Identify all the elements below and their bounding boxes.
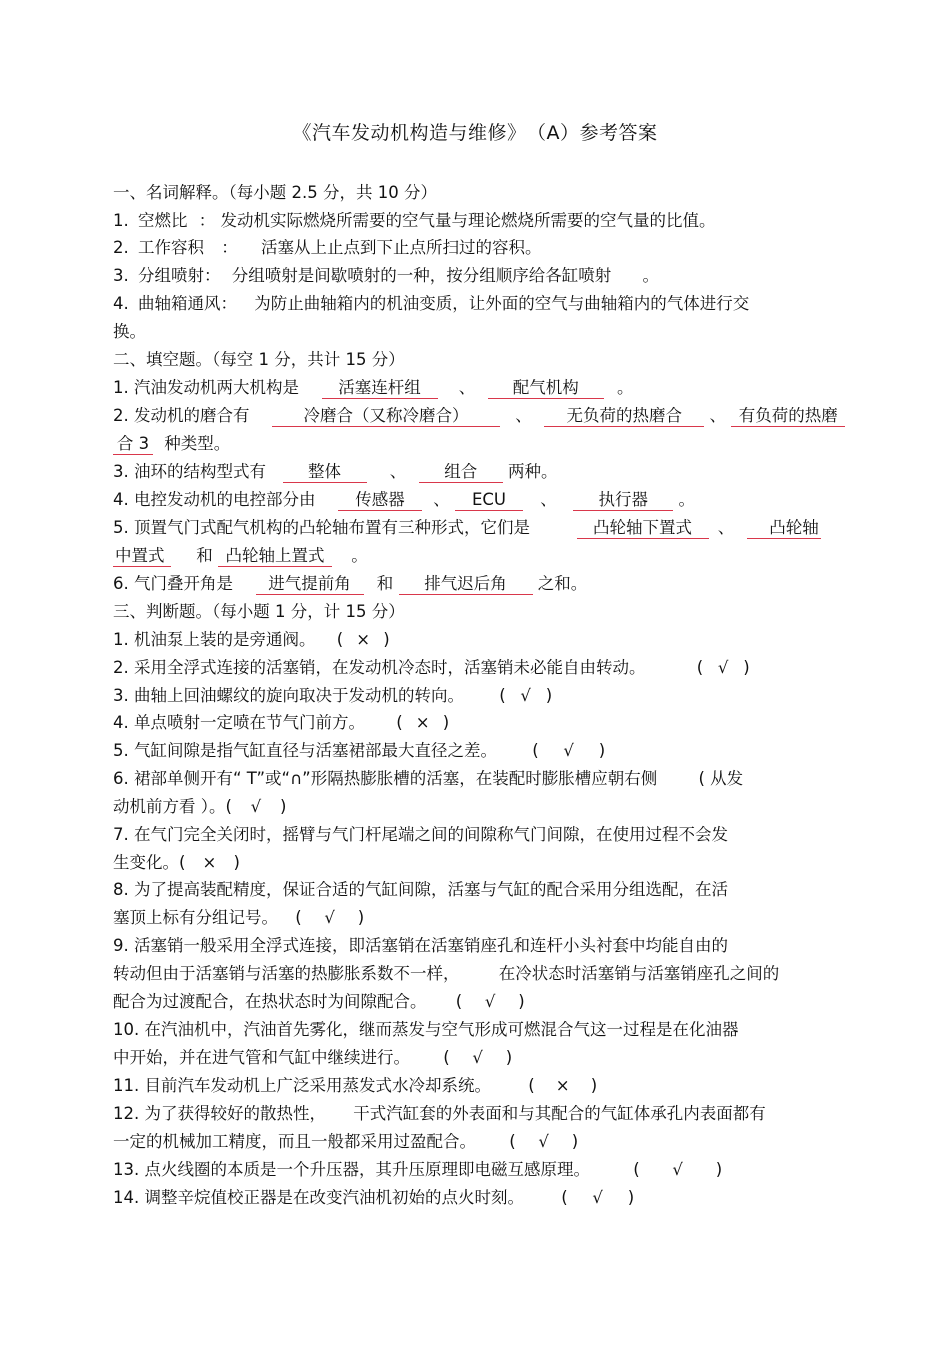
- judge-item-3: 3. 曲轴上回油螺纹的旋向取决于发动机的转向。 ( √ ): [113, 686, 553, 705]
- fill-question-3: 3. 油环的结构型式有 整体 、 组合 两种。: [113, 462, 558, 481]
- answer-mark: √: [538, 1132, 549, 1151]
- answer-mark: √: [592, 1188, 603, 1207]
- fill-question-2: 2. 发动机的磨合有 冷磨合（又称冷磨合） 、 无负荷的热磨合 、 有负荷的热磨: [113, 406, 843, 427]
- answer-blank: ECU: [455, 490, 523, 511]
- answer-blank: 执行器: [573, 490, 673, 511]
- answer-blank: 无负荷的热磨合: [544, 406, 704, 427]
- judge-item-7-cont: 生变化。( × ): [113, 853, 240, 872]
- judge-item-1: 1. 机油泵上装的是旁通阀。 ( × ): [113, 630, 390, 649]
- answer-blank: 组合: [419, 462, 503, 483]
- judge-item-12: 12. 为了获得较好的散热性， 干式汽缸套的外表面和与其配合的气缸体承孔内表面都有: [113, 1104, 766, 1123]
- fill-question-2-cont: 合 3 种类型。: [113, 434, 843, 455]
- judge-item-8-cont: 塞顶上标有分组记号。 ( √ ): [113, 908, 365, 927]
- fill-question-6: 6. 气门叠开角是 进气提前角 和 排气迟后角 之和。: [113, 574, 588, 593]
- judge-item-6: 6. 裙部单侧开有“ T”或“∩”形隔热膨胀槽的活塞，在装配时膨胀槽应朝右侧 ( 从发: [113, 769, 744, 788]
- judge-item-10-cont: 中开始，并在进气管和气缸中继续进行。 ( √ ): [113, 1048, 513, 1067]
- term-4: 4. 曲轴箱通风： 为防止曲轴箱内的机油变质，让外面的空气与曲轴箱内的气体进行交: [113, 294, 750, 313]
- term-1: 1. 空燃比 ： 发动机实际燃烧所需要的空气量与理论燃烧所需要的空气量的比值。: [113, 211, 716, 230]
- judge-item-12-cont: 一定的机械加工精度，而且一般都采用过盈配合。 ( √ ): [113, 1132, 579, 1151]
- judge-item-6-cont: 动机前方看 ）。( √ ): [113, 797, 287, 816]
- answer-blank: 凸轮轴下置式: [577, 518, 709, 539]
- answer-mark: √: [472, 1048, 483, 1067]
- judge-item-11: 11. 目前汽车发动机上广泛采用蒸发式水冷却系统。 ( × ): [113, 1076, 598, 1095]
- answer-mark: ×: [555, 1076, 570, 1095]
- answer-mark: ×: [202, 853, 217, 872]
- term-2: 2. 工作容积 ： 活塞从上止点到下止点所扫过的容积。: [113, 238, 542, 257]
- judge-item-9: 9. 活塞销一般采用全浮式连接，即活塞销在活塞销座孔和连杆小头衬套中均能自由的: [113, 936, 728, 955]
- answer-mark: √: [717, 658, 729, 677]
- answer-mark: ×: [356, 630, 371, 649]
- answer-blank: 排气迟后角: [399, 574, 533, 595]
- judge-item-13: 13. 点火线圈的本质是一个升压器，其升压原理即电磁互感原理。 ( √ ): [113, 1160, 723, 1179]
- section-heading-2: 二、填空题。（每空 1 分，共计 15 分）: [113, 350, 405, 369]
- answer-mark: √: [324, 908, 335, 927]
- term-4-cont: 换。: [113, 322, 146, 341]
- answer-mark: √: [520, 686, 531, 705]
- answer-mark: √: [484, 992, 496, 1011]
- answer-mark: √: [563, 741, 574, 760]
- judge-item-10: 10. 在汽油机中，汽油首先雾化，继而蒸发与空气形成可燃混合气这一过程是在化油器: [113, 1020, 739, 1039]
- answer-blank: 中置式: [113, 546, 171, 567]
- section-heading-1: 一、名词解释。（每小题 2.5 分，共 10 分）: [113, 183, 437, 202]
- answer-mark: √: [250, 797, 262, 816]
- term-3: 3. 分组喷射： 分组喷射是间歇喷射的一种，按分组顺序给各缸喷射 。: [113, 266, 659, 285]
- judge-item-2: 2. 采用全浮式连接的活塞销，在发动机冷态时，活塞销未必能自由转动。 ( √ ): [113, 658, 750, 677]
- fill-question-1: 1. 汽油发动机两大机构是 活塞连杆组 、 配气机构 。: [113, 378, 634, 397]
- answer-blank: 凸轮轴上置式: [218, 546, 332, 567]
- section-heading-3: 三、判断题。（每小题 1 分，计 15 分）: [113, 602, 405, 621]
- judge-item-4: 4. 单点喷射一定喷在节气门前方。 ( × ): [113, 713, 450, 732]
- answer-blank: 活塞连杆组: [322, 378, 438, 399]
- judge-item-14: 14. 调整辛烷值校正器是在改变汽油机初始的点火时刻。 ( √ ): [113, 1188, 635, 1207]
- page-title: 《汽车发动机构造与维修》 （A）参考答案: [292, 122, 658, 144]
- fill-question-4: 4. 电控发动机的电控部分由 传感器 、 ECU 、 执行器 。: [113, 490, 695, 509]
- judge-item-7: 7. 在气门完全关闭时，摇臂与气门杆尾端之间的间隙称气门间隙，在使用过程不会发: [113, 825, 728, 844]
- judge-item-8: 8. 为了提高装配精度，保证合适的气缸间隙，活塞与气缸的配合采用分组选配，在活: [113, 880, 728, 899]
- answer-blank: 合 3: [113, 434, 153, 455]
- answer-blank: 配气机构: [488, 378, 604, 399]
- answer-blank: 整体: [283, 462, 367, 483]
- answer-blank: 凸轮轴: [747, 518, 821, 539]
- answer-blank: 冷磨合（又称冷磨合）: [272, 406, 500, 427]
- fill-question-5-cont: 中置式 和 凸轮轴上置式 。: [115, 546, 368, 565]
- answer-blank: 传感器: [338, 490, 422, 511]
- answer-blank: 有负荷的热磨: [731, 406, 845, 427]
- judge-item-9-cont1: 转动但由于活塞销与活塞的热膨胀系数不一样， 在冷状态时活塞销与活塞销座孔之间的: [113, 964, 780, 983]
- answer-mark: √: [672, 1160, 683, 1179]
- judge-item-9-cont2: 配合为过渡配合，在热状态时为间隙配合。 ( √ ): [113, 992, 525, 1011]
- fill-question-5: 5. 顶置气门式配气机构的凸轮轴布置有三种形式，它们是 凸轮轴下置式 、 凸轮轴: [113, 518, 819, 537]
- answer-blank: 进气提前角: [256, 574, 364, 595]
- judge-item-5: 5. 气缸间隙是指气缸直径与活塞裙部最大直径之差。 ( √ ): [113, 741, 606, 760]
- answer-mark: ×: [415, 713, 430, 732]
